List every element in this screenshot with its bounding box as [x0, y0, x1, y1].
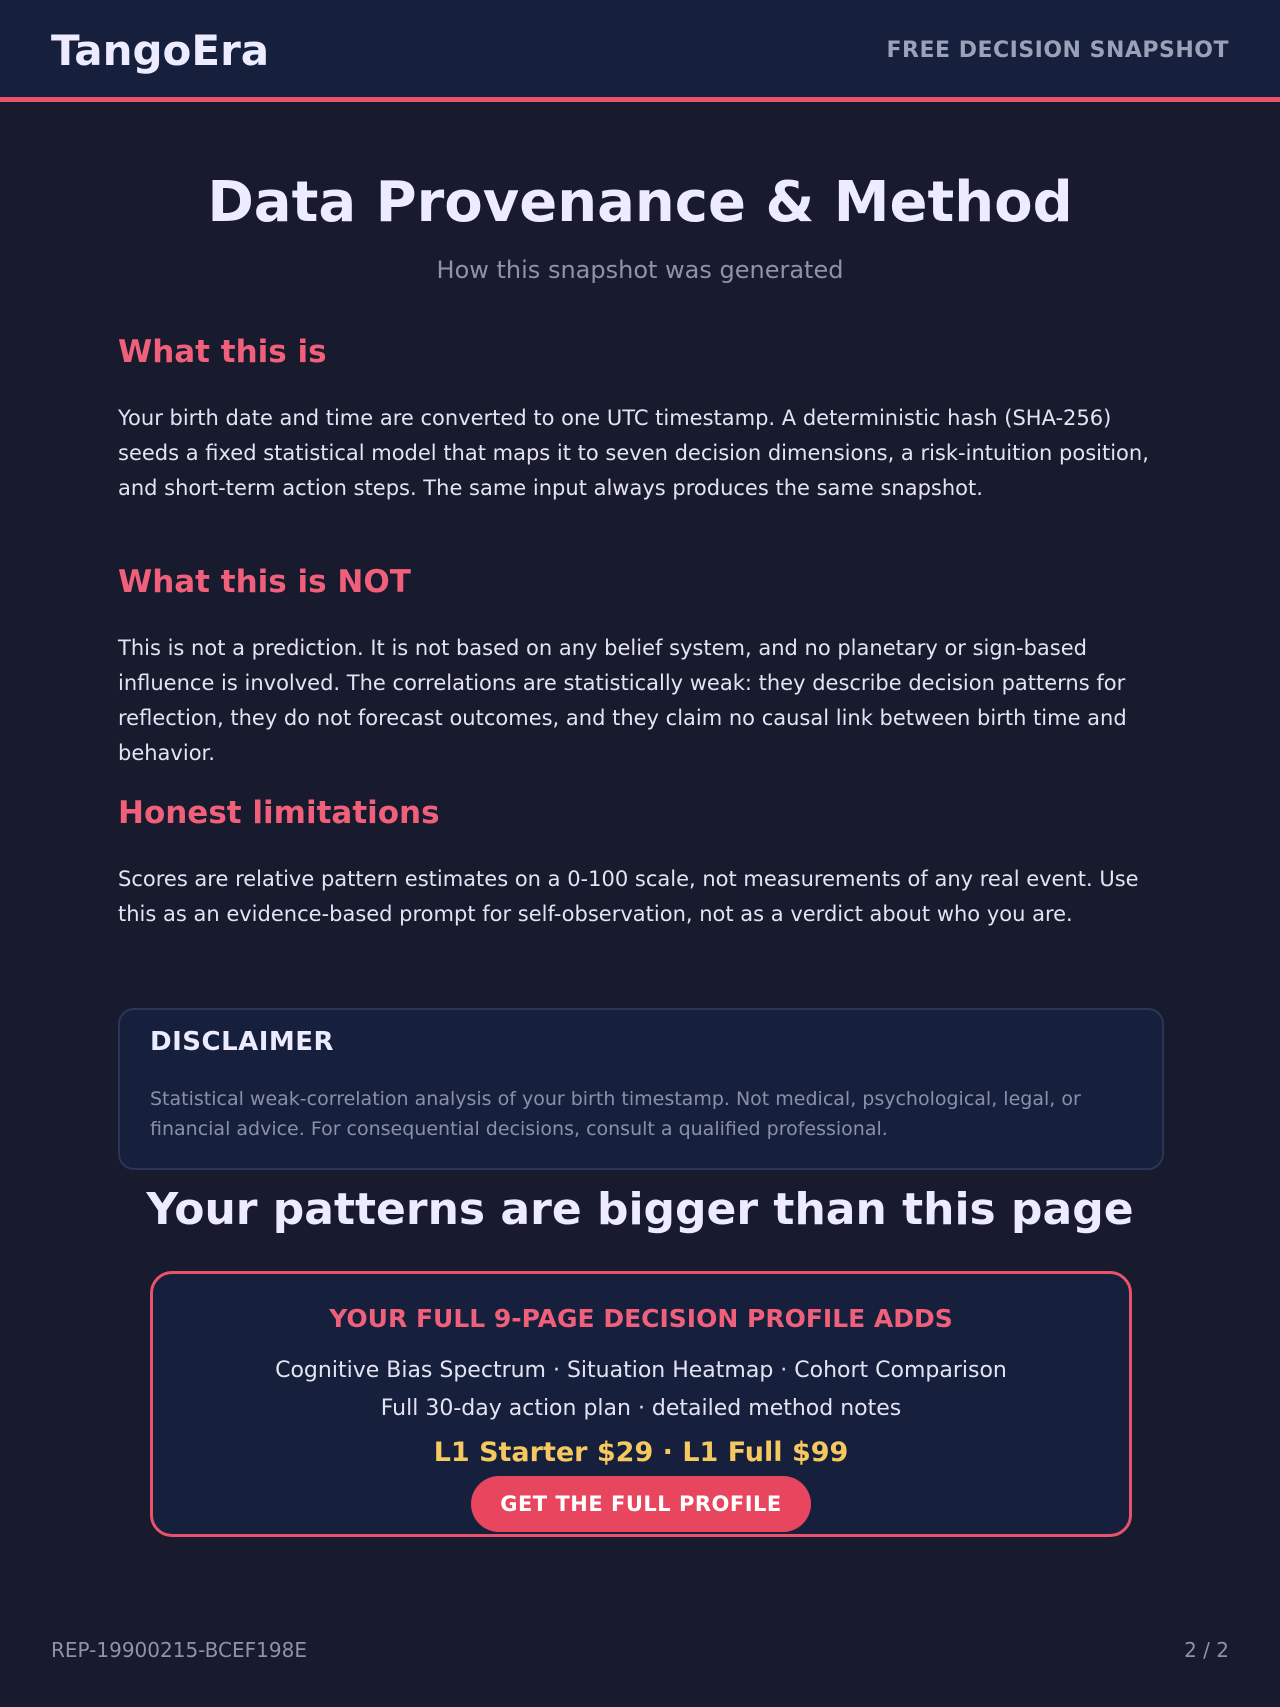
section-heading-what-this-is: What this is — [118, 334, 327, 370]
section-body-what-this-is: Your birth date and time are converted to one UTC timestamp. A deterministic hash (SHA-256) seeds a fixed statistical model that maps it to seven decision dimensions, a risk-intuition position, and short-term action steps. The same input always produces the same snapshot. — [118, 406, 1149, 500]
section-heading-what-this-is-not: What this is NOT — [118, 564, 411, 600]
section-body-what-this-is-not: This is not a prediction. It is not based on any belief system, and no planetary or sign-based influence is involved. The correlations are statistically weak: they describe decision patterns for reflection, they do not forecast outcomes, and they claim no causal link between birth time and behavior. — [118, 636, 1127, 765]
offer-box — [150, 1271, 1132, 1537]
section-heading-honest-limitations: Honest limitations — [118, 795, 440, 831]
offer-features-line-2: Full 30-day action plan · detailed method notes — [380, 1396, 902, 1421]
page-subtitle: How this snapshot was generated — [436, 256, 844, 284]
cta-heading: Your patterns are bigger than this page — [146, 1184, 1134, 1235]
header-bar — [0, 0, 1280, 102]
brand-logo[interactable]: TangoEra — [51, 26, 270, 75]
page-title: Data Provenance & Method — [207, 170, 1073, 235]
report-id: REP-19900215-BCEF198E — [51, 1638, 307, 1662]
disclaimer-box — [118, 1008, 1164, 1170]
page-number: 2 / 2 — [1184, 1638, 1229, 1662]
header-tag: FREE DECISION SNAPSHOT — [886, 38, 1229, 63]
section-body-honest-limitations: Scores are relative pattern estimates on a 0-100 scale, not measurements of any real event. Use this as an evidence-based prompt for self-observation, not as a verdict about who you are. — [118, 867, 1139, 926]
offer-title: YOUR FULL 9-PAGE DECISION PROFILE ADDS — [329, 1304, 953, 1333]
disclaimer-text: Statistical weak-correlation analysis of your birth timestamp. Not medical, psychological, legal, or financial advice. For consequential decisions, consult a qualified professional. — [150, 1088, 1081, 1140]
offer-price: L1 Starter $29 · L1 Full $99 — [433, 1437, 849, 1468]
disclaimer-title: DISCLAIMER — [150, 1027, 335, 1057]
get-full-profile-button[interactable]: GET THE FULL PROFILE — [471, 1476, 811, 1532]
offer-features-line-1: Cognitive Bias Spectrum · Situation Heatmap · Cohort Comparison — [275, 1358, 1007, 1383]
